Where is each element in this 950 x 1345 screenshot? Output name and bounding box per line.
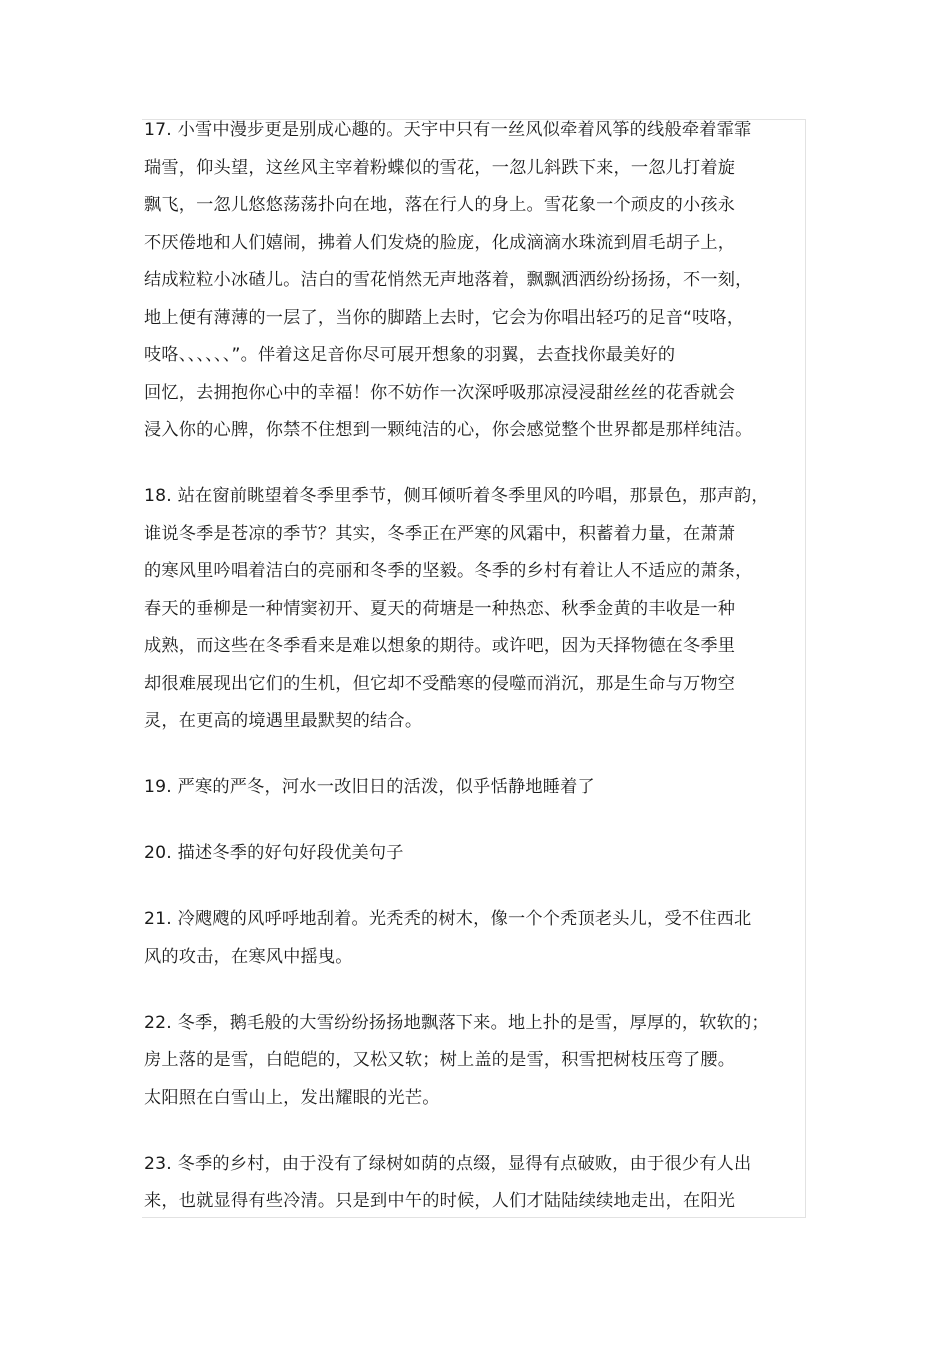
text-line: 却很难展现出它们的生机，但它却不受酷寒的侵噬而消沉，那是生命与万物空: [144, 673, 736, 694]
paragraph-p18: [144, 478, 784, 741]
paragraph-gap: [144, 1117, 784, 1146]
text-line: 的寒风里吟唱着洁白的亮丽和冬季的坚毅。冬季的乡村有着让人不适应的萧条，: [144, 561, 753, 581]
text-line: 风的攻击，在寒风中摇曳。: [144, 946, 353, 967]
text-line: 成熟，而这些在冬季看来是难以想象的期待。或许吧，因为天择物德在冬季里: [144, 636, 736, 656]
text-line: 房上落的是雪，白皑皑的，又松又软；树上盖的是雪，积雪把树枝压弯了腰。: [144, 1050, 736, 1070]
paragraph-gap: [144, 450, 784, 479]
text-line: 春天的垂柳是一种情窦初开、夏天的荷塘是一种热恋、秋季金黄的丰收是一种: [144, 598, 736, 619]
text-line: 21. 冷飕飕的风呼呼地刮着。光秃秃的树木，像一个个秃顶老头儿，受不住西北: [144, 909, 752, 929]
paragraph-p21: [144, 901, 784, 976]
paragraph-gap: [144, 807, 784, 836]
text-line: 灵，在更高的境遇里最默契的结合。: [144, 711, 423, 731]
text-line: 回忆，去拥抱你心中的幸福！你不妨作一次深呼吸那凉浸浸甜丝丝的花香就会: [144, 382, 736, 403]
text-line: 22. 冬季，鹅毛般的大雪纷纷扬扬地飘落下来。地上扑的是雪，厚厚的，软软的；: [144, 1012, 769, 1033]
paragraph-p17: [144, 112, 784, 450]
text-line: 浸入你的心脾，你禁不住想到一颗纯洁的心，你会感觉整个世界都是那样纯洁。: [144, 420, 753, 440]
paragraph-gap: [144, 976, 784, 1005]
paragraph-p20: [144, 835, 784, 873]
document-body: [144, 112, 784, 1221]
text-line: 18. 站在窗前眺望着冬季里季节，侧耳倾听着冬季里风的吟唱，那景色，那声韵，: [144, 486, 769, 506]
text-line: 来，也就显得有些冷清。只是到中午的时候，人们才陆陆续续地走出，在阳光: [144, 1191, 736, 1211]
text-line: 不厌倦地和人们嬉闹，拂着人们发烧的脸庞，化成滴滴水珠流到眉毛胡子上，: [144, 232, 736, 253]
text-line: 太阳照在白雪山上，发出耀眼的光芒。: [144, 1087, 440, 1108]
text-line: 20. 描述冬季的好句好段优美句子: [144, 843, 404, 863]
paragraph-p22: [144, 1005, 784, 1118]
paragraph-gap: [144, 873, 784, 902]
paragraph-gap: [144, 741, 784, 770]
text-line: 飘飞，一忽儿悠悠荡荡扑向在地，落在行人的身上。雪花象一个顽皮的小孩永: [144, 195, 736, 215]
text-line: 瑞雪，仰头望，这丝风主宰着粉蝶似的雪花，一忽儿斜跌下来，一忽儿打着旋: [144, 157, 736, 178]
paragraph-p23: [144, 1146, 784, 1221]
text-line: 19. 严寒的严冬，河水一改旧日的活泼，似乎恬静地睡着了: [144, 777, 595, 797]
text-line: 地上便有薄薄的一层了，当你的脚踏上去时，它会为你唱出轻巧的足音“吱咯，: [144, 307, 745, 328]
text-line: 结成粒粒小冰碴儿。洁白的雪花悄然无声地落着，飘飘洒洒纷纷扬扬，不一刻，: [144, 270, 753, 290]
text-line: 23. 冬季的乡村，由于没有了绿树如荫的点缀，显得有点破败，由于很少有人出: [144, 1153, 752, 1174]
paragraph-p19: [144, 769, 784, 807]
text-line: 吱咯、、、、、、”。伴着这足音你尽可展开想象的羽翼，去查找你最美好的: [144, 345, 676, 365]
text-line: 17. 小雪中漫步更是别成心趣的。天宇中只有一丝风似牵着风筝的线般牵着霏霏: [144, 120, 752, 140]
text-line: 谁说冬季是苍凉的季节？其实，冬季正在严寒的风霜中，积蓄着力量，在萧萧: [144, 523, 736, 544]
